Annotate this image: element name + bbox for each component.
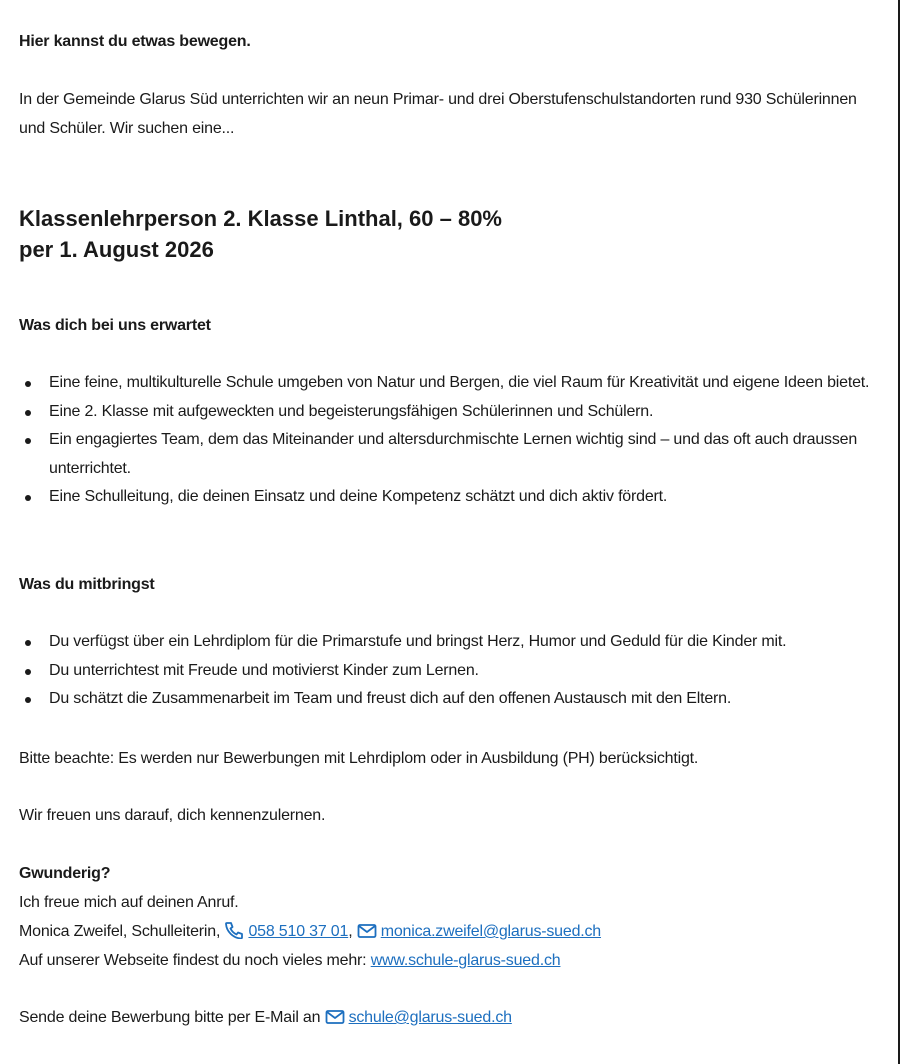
contact-name: Monica Zweifel, Schulleiterin, <box>19 923 225 940</box>
apply-line <box>19 1004 512 1033</box>
intro-text: In der Gemeinde Glarus Süd unterrichten wir an neun Primar- und drei Oberstufenschulstandorten rund 930 Schülerinnen und Schüler. Wir suchen eine... <box>19 91 857 137</box>
list-item: Eine 2. Klasse mit aufgeweckten und begeisterungsfähigen Schülerinnen und Schülern. <box>19 398 885 427</box>
job-title <box>19 203 502 265</box>
list-item: Eine Schulleitung, die deinen Einsatz und deine Kompetenz schätzt und dich aktiv fördert. <box>19 483 885 512</box>
notice-text: Bitte beachte: Es werden nur Bewerbungen mit Lehrdiplom oder in Ausbildung (PH) berücksichtigt. <box>19 750 699 767</box>
closing-text: Wir freuen uns darauf, dich kennenzulernen. <box>19 807 326 824</box>
list-item: Du unterrichtest mit Freude und motivierst Kinder zum Lernen. <box>19 657 885 686</box>
job-title-line1: Klassenlehrperson 2. Klasse Linthal, 60 – 80% <box>19 206 502 231</box>
job-title-line2: per 1. August 2026 <box>19 237 214 262</box>
bring-list <box>19 628 885 714</box>
expect-heading: Was dich bei uns erwartet <box>19 317 211 334</box>
website-line <box>19 947 560 976</box>
intro-heading: Hier kannst du etwas bewegen. <box>19 33 251 50</box>
apply-email-link[interactable]: schule@glarus-sued.ch <box>348 1009 512 1026</box>
list-item: Du verfügst über ein Lehrdiplom für die Primarstufe und bringst Herz, Humor und Geduld für die Kinder mit. <box>19 628 885 657</box>
list-item: Ein engagiertes Team, dem das Miteinander und altersdurchmischte Lernen wichtig sind – und das oft auch draussen unterrichtet. <box>19 426 885 483</box>
phone-link[interactable]: 058 510 37 01 <box>248 923 349 940</box>
list-item: Eine feine, multikulturelle Schule umgeben von Natur und Bergen, die viel Raum für Kreativität und eigene Ideen bietet. <box>19 369 885 398</box>
contact-separator: , <box>348 923 357 940</box>
contact-line: Ich freue mich auf deinen Anruf. <box>19 894 239 911</box>
contact-details <box>19 918 601 947</box>
list-item: Du schätzt die Zusammenarbeit im Team und freust dich auf den offenen Austausch mit den Eltern. <box>19 685 885 714</box>
mail-icon <box>325 1009 345 1025</box>
bring-heading: Was du mitbringst <box>19 576 155 593</box>
contact-email-link[interactable]: monica.zweifel@glarus-sued.ch <box>380 923 602 940</box>
phone-icon <box>224 921 244 939</box>
contact-heading: Gwunderig? <box>19 865 111 882</box>
mail-icon <box>357 923 377 939</box>
expect-list <box>19 369 885 512</box>
website-prefix: Auf unserer Webseite findest du noch vieles mehr: <box>19 952 371 969</box>
website-link[interactable]: www.schule-glarus-sued.ch <box>370 952 561 969</box>
apply-prefix: Sende deine Bewerbung bitte per E-Mail an <box>19 1009 325 1026</box>
